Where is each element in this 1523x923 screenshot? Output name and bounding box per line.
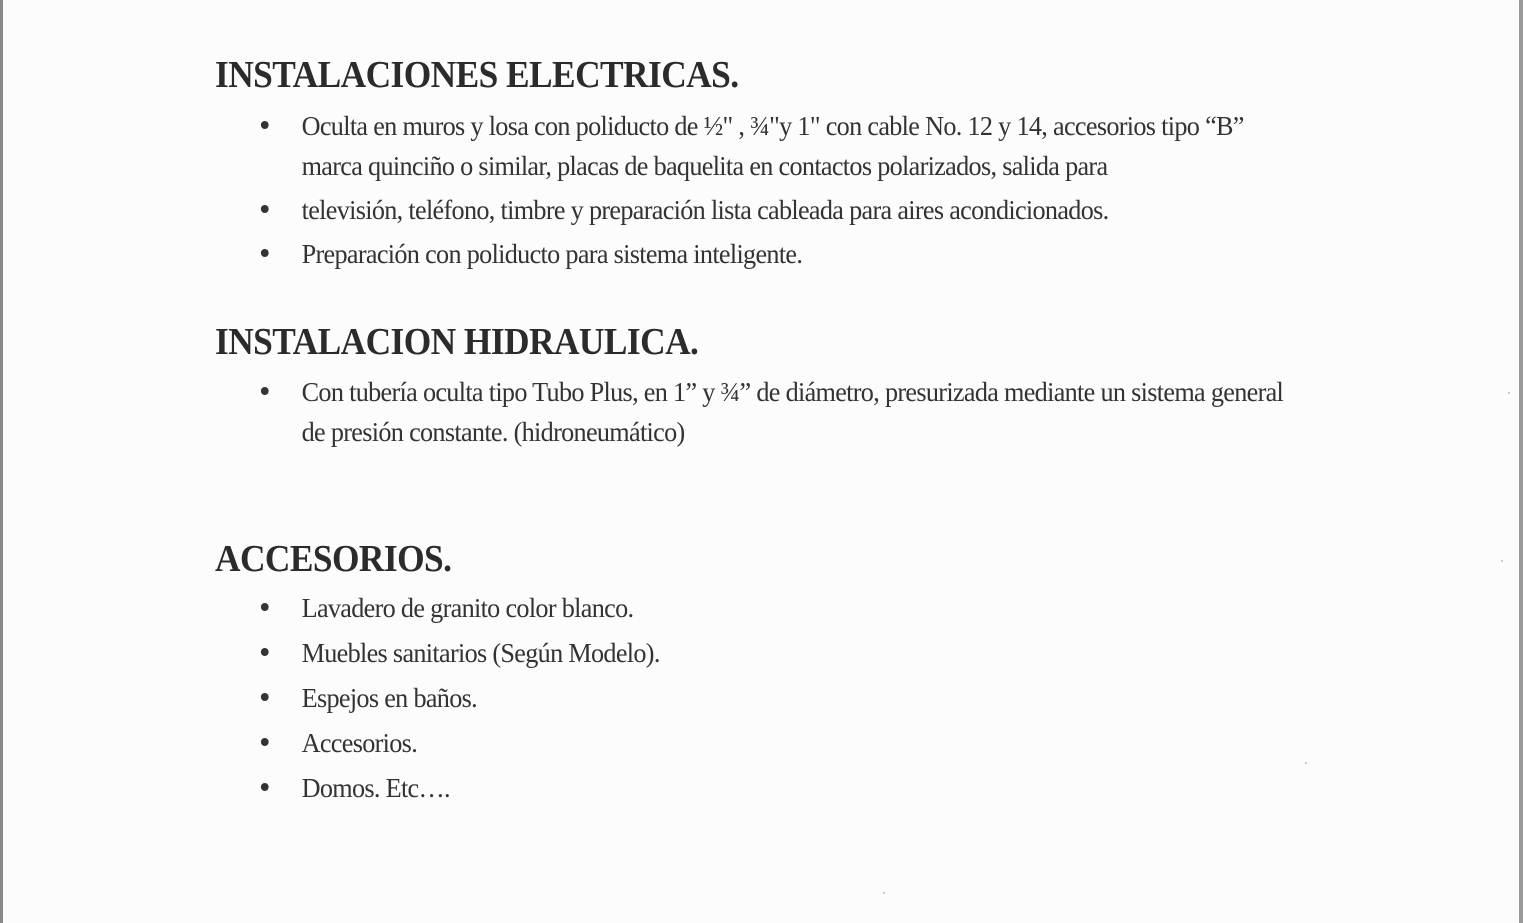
list-item — [257, 190, 1305, 230]
bullet-list-accesorios — [257, 588, 1337, 813]
bullet-icon — [261, 783, 269, 791]
scan-speck — [1508, 392, 1510, 394]
bullet-icon — [261, 738, 269, 746]
list-item-text: Muebles sanitarios (Según Modelo). — [301, 638, 660, 668]
section-title-accesorios: ACCESORIOS. — [215, 538, 452, 580]
bullet-icon — [261, 387, 269, 395]
list-item — [257, 588, 1305, 628]
list-item — [257, 234, 1305, 274]
list-item — [257, 768, 1305, 808]
scan-speck — [1305, 762, 1307, 764]
section-title-instalacion-hidraulica: INSTALACION HIDRAULICA. — [215, 321, 699, 363]
list-item-text: Con tubería oculta tipo Tubo Plus, en 1” y ¾” de diámetro, presurizada mediante un sistema general de presión constante. (hidroneumático) — [301, 377, 1284, 447]
list-item — [257, 633, 1305, 673]
list-item-text: Espejos en baños. — [301, 683, 478, 713]
bullet-icon — [261, 693, 269, 701]
list-item-text: Preparación con poliducto para sistema inteligente. — [301, 239, 803, 269]
bullet-icon — [261, 249, 269, 257]
list-item — [257, 723, 1305, 763]
list-item-text: Accesorios. — [301, 728, 418, 758]
scan-speck — [883, 892, 885, 894]
bullet-icon — [261, 121, 269, 129]
bullet-icon — [261, 648, 269, 656]
list-item-text: Oculta en muros y losa con poliducto de ½" , ¾"y 1" con cable No. 12 y 14, accesorios tipo “B” marca quinciño o similar, placas de baquelita en contactos polarizados, salida para — [301, 111, 1244, 181]
list-item — [257, 678, 1305, 718]
scan-speck — [1501, 560, 1503, 562]
list-item-text: Domos. Etc…. — [301, 773, 450, 803]
bullet-list-instalaciones-electricas — [257, 106, 1337, 278]
list-item — [257, 372, 1305, 452]
section-title-instalaciones-electricas: INSTALACIONES ELECTRICAS. — [215, 54, 739, 96]
bullet-list-instalacion-hidraulica — [257, 372, 1337, 456]
list-item-text: televisión, teléfono, timbre y preparación lista cableada para aires acondicionados. — [301, 195, 1109, 225]
list-item — [257, 106, 1305, 186]
list-item-text: Lavadero de granito color blanco. — [301, 593, 634, 623]
bullet-icon — [261, 205, 269, 213]
bullet-icon — [261, 603, 269, 611]
